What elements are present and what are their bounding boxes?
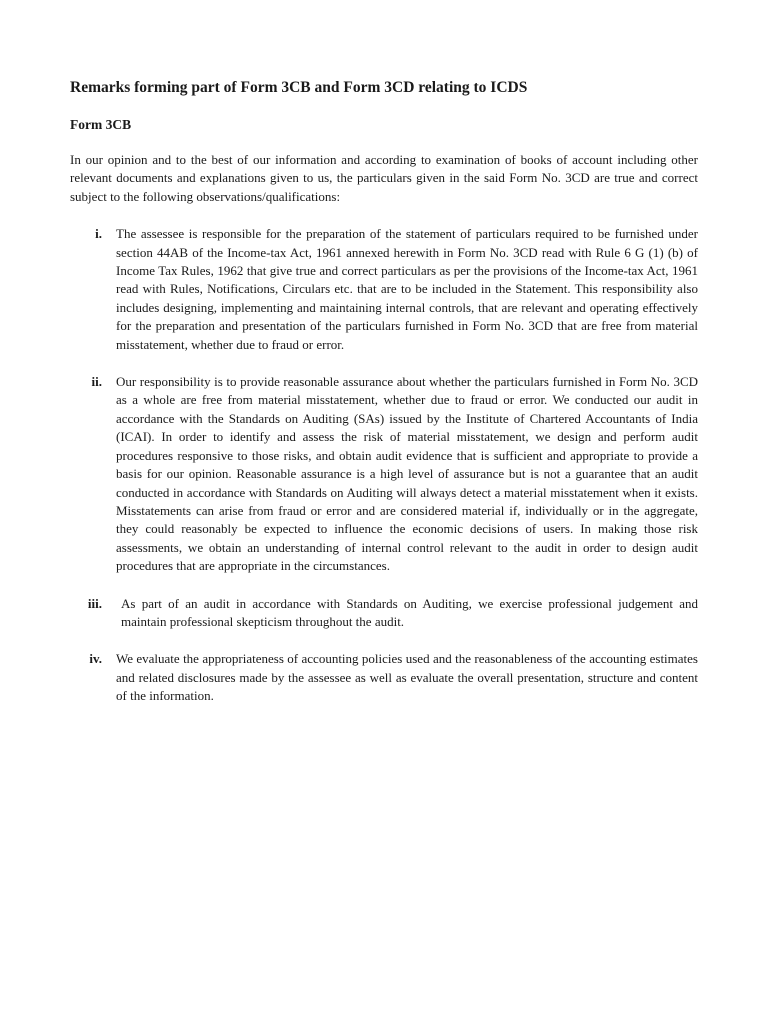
remark-text: The assessee is responsible for the preparation of the statement of particulars required to be furnished under section 44AB of the Income-tax Act, 1961 annexed herewith in Form No. 3CD read with Rule 6 G (1) (b) of Income Tax Rules, 1962 that give true and correct particulars as per the provisions of the Income-tax Act, 1961 read with Rules, Notifications, Circulars etc. that are to be included in the Statement. This responsibility also includes designing, implementing and maintaining internal controls, that are relevant and operating effectively for the preparation and presentation of the particulars furnished in Form No. 3CD that are free from material misstatement, whether due to fraud or error. [116, 226, 698, 352]
remark-item [70, 373, 698, 575]
remark-number: ii. [91, 374, 102, 390]
remark-number: iv. [89, 651, 102, 667]
document-page [70, 78, 698, 725]
remark-text: We evaluate the appropriateness of accounting policies used and the reasonableness of the accounting estimates and related disclosures made by the assessee as well as evaluate the overall presentation, structure and content of the information. [116, 651, 698, 704]
remark-number: iii. [87, 595, 102, 611]
remark-text: Our responsibility is to provide reasonable assurance about whether the particulars furnished in Form No. 3CD as a whole are free from material misstatement, whether due to fraud or error. We conducted our audit in accordance with the Standards on Auditing (SAs) issued by the Institute of Chartered Accountants of India (ICAI). In order to identify and assess the risk of material misstatement, we design and perform audit procedures responsive to those risks, and obtain audit evidence that is sufficient and appropriate to provide a basis for our opinion. Reasonable assurance is a high level of assurance but is not a guarantee that an audit conducted in accordance with Standards on Auditing will always detect a material misstatement when it exists. Misstatements can arise from fraud or error and are considered material if, individually or in the aggregate, they could reasonably be expected to influence the economic decisions of users. In making those risk assessments, we obtain an understanding of internal control relevant to the audit in order to design audit procedures that are appropriate in the circumstances. [116, 374, 698, 574]
remark-number: i. [95, 226, 102, 242]
remark-item [70, 595, 698, 632]
remark-text: As part of an audit in accordance with Standards on Auditing, we exercise professional judgement and maintain professional skepticism throughout the audit. [121, 595, 698, 629]
document-title: Remarks forming part of Form 3CB and Form 3CD relating to ICDS [70, 79, 528, 96]
intro-paragraph: In our opinion and to the best of our information and according to examination of books of account including other relevant documents and explanations given to us, the particulars given in the said Form No. 3CD are true and correct subject to the following observations/qualifications: [70, 152, 698, 204]
form-label: Form 3CB [70, 117, 132, 132]
remark-item [70, 650, 698, 705]
remarks-list [70, 225, 698, 705]
remark-item [70, 225, 698, 354]
